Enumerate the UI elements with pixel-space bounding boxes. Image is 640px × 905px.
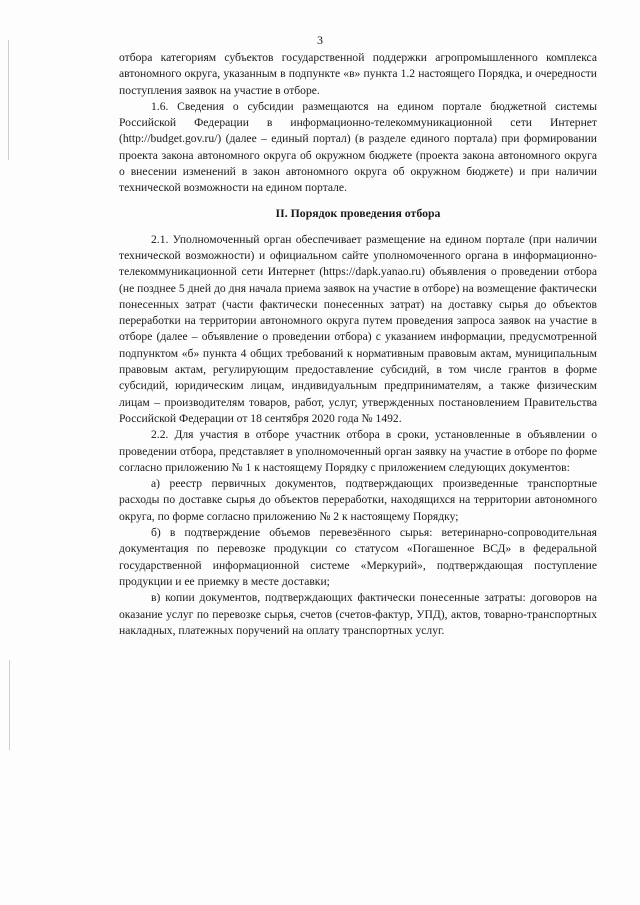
list-item-b: б) в подтверждение объемов перевезённого сырья: ветеринарно-сопроводительная документация по перевозке продукции со статусом «Погашенное ВСД» в федеральной государственной информационной системе «Меркурий», подтверждающая поступление продукции и ее приемку в месте доставки; bbox=[119, 526, 597, 588]
paragraph-2-1: 2.1. Уполномоченный орган обеспечивает размещение на едином портале (при наличии технической возможности) и официальном сайте уполномоченного органа в информационно-телекоммуникационной сети Интернет (https://dapk.yanao.ru) объявления о проведении отбора (не позднее 5 дней до дня начала приема заявок на участие в отборе) на возмещение фактически понесенных затрат (части фактически понесенных затрат) на доставку сырья до объектов переработки на территории автономного округа путем проведения запроса заявок на участие в отборе (далее – объявление о проведении отбора) с указанием информации, предусмотренной подпунктом «б» пункта 4 общих требований к нормативным правовым актам, муниципальным правовым актам, регулирующим предоставление субсидий, в том числе грантов в форме субсидий, юридическим лицам, индивидуальным предпринимателям, а также физическим лицам – производителям товаров, работ, услуг, утвержденных постановлением Правительства Российской Федерации от 18 сентября 2020 года № 1492. bbox=[119, 232, 597, 425]
paragraph-1-6: 1.6. Сведения о субсидии размещаются на едином портале бюджетной системы Российской Федерации в информационно-телекоммуникационной сети Интернет (http://budget.gov.ru/) (далее – единый портал) (в разделе единого портала) при формировании проекта закона автономного округа об окружном бюджете (проекта закона автономного округа о внесении изменений в закон автономного округа об окружном бюджете) и при наличии технической возможности на едином портале. bbox=[119, 99, 597, 195]
page-number: 3 bbox=[317, 33, 323, 47]
list-item-v: в) копии документов, подтверждающих фактически понесенные затраты: договоров на оказание услуг по перевозке сырья, счетов (счетов-фактур, УПД), актов, товарно-транспортных накладных, платежных поручений на оплату транспортных услуг. bbox=[119, 591, 597, 637]
section-heading: II. Порядок проведения отбора bbox=[275, 205, 441, 220]
list-item-a: а) реестр первичных документов, подтверждающих произведенные транспортные расходы по доставке сырья до объектов переработки, находящихся на территории автономного округа, по форме согласно приложению № 2 к настоящему Порядку; bbox=[119, 477, 597, 523]
scan-edge-mark bbox=[9, 660, 10, 750]
paragraph-continuation: отбора категориям субъектов государственной поддержки агропромышленного комплекса автономного округа, указанным в подпункте «в» пункта 1.2 настоящего Порядка, и очередности поступления заявок на участие в отборе. bbox=[119, 51, 597, 97]
scan-edge-mark bbox=[8, 40, 9, 160]
paragraph-2-2: 2.2. Для участия в отборе участник отбора в сроки, установленные в объявлении о проведении отбора, представляет в уполномоченный орган заявку на участие в отборе по форме согласно приложению № 1 к настоящему Порядку с приложением следующих документов: bbox=[119, 428, 597, 474]
document-body bbox=[119, 50, 597, 639]
